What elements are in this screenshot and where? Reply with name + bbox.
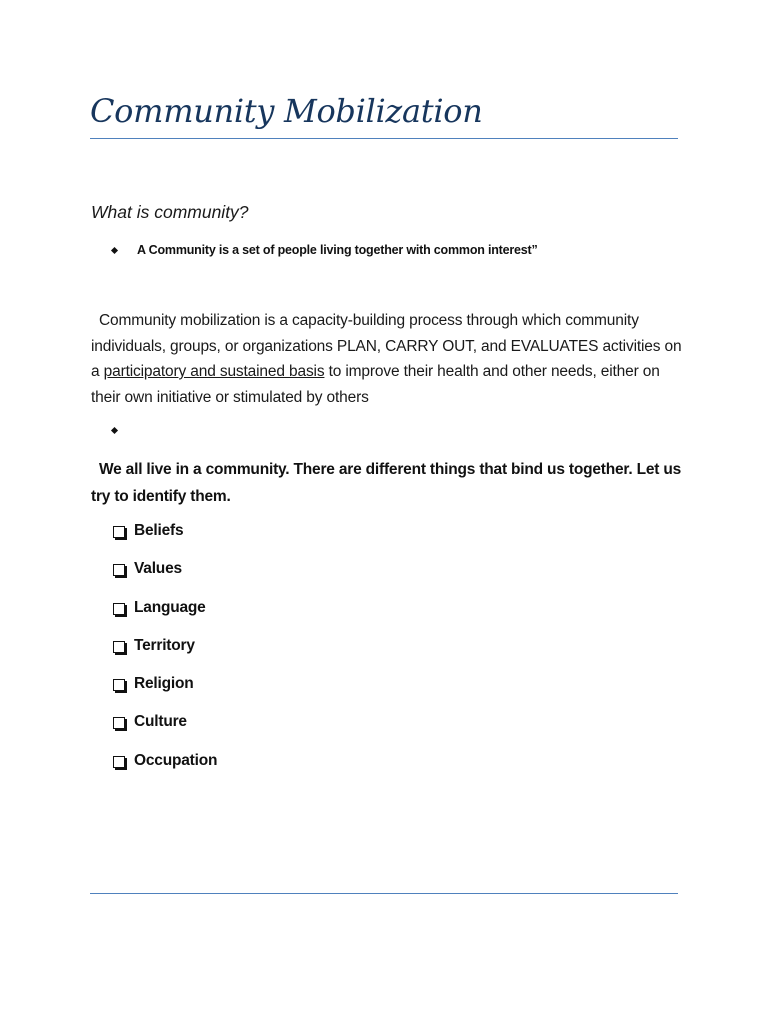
page-title: Community Mobilization bbox=[90, 92, 483, 130]
footer-divider bbox=[90, 893, 678, 894]
checklist-item bbox=[113, 675, 217, 713]
checklist-label: Occupation bbox=[134, 751, 218, 769]
checklist-label: Language bbox=[134, 598, 206, 616]
checklist-item bbox=[113, 560, 217, 598]
definition-bullet bbox=[112, 243, 538, 257]
checkbox-icon bbox=[113, 756, 125, 768]
paragraph-text-end: to improve their health and other needs, either on their own initiative or stimulated by others bbox=[91, 363, 660, 406]
checklist bbox=[113, 522, 217, 790]
mobilization-paragraph bbox=[91, 308, 691, 410]
checklist-item bbox=[113, 752, 217, 790]
checkbox-icon bbox=[113, 564, 125, 576]
checkbox-icon bbox=[113, 679, 125, 691]
definition-text: A Community is a set of people living together with common interest” bbox=[137, 243, 538, 257]
checkbox-icon bbox=[113, 641, 125, 653]
checklist-item bbox=[113, 713, 217, 751]
checklist-item bbox=[113, 637, 217, 675]
checklist-label: Beliefs bbox=[134, 522, 184, 539]
section-heading: What is community? bbox=[91, 202, 249, 222]
title-divider bbox=[90, 138, 678, 139]
checklist-label: Religion bbox=[134, 675, 194, 693]
checklist-item bbox=[113, 522, 217, 560]
checkbox-icon bbox=[113, 717, 125, 729]
paragraph-text-start: Community mobilization is a capacity-building process through which community individuals, groups, or organizations PLAN, CARRY OUT, and EVALUATES activities on a bbox=[91, 312, 682, 380]
empty-bullet bbox=[112, 428, 117, 433]
bind-paragraph bbox=[91, 456, 691, 510]
checklist-item bbox=[113, 599, 217, 637]
checklist-label: Values bbox=[134, 560, 182, 578]
checklist-label: Culture bbox=[134, 713, 187, 731]
underlined-phrase: participatory and sustained basis bbox=[103, 363, 325, 380]
checkbox-icon bbox=[113, 526, 125, 538]
bind-paragraph-text: We all live in a community. There are different things that bind us together. Let us try to identify them. bbox=[91, 461, 682, 505]
diamond-bullet-icon bbox=[111, 246, 118, 253]
checkbox-icon bbox=[113, 603, 125, 615]
checklist-label: Territory bbox=[134, 636, 195, 654]
diamond-bullet-icon bbox=[111, 427, 118, 434]
